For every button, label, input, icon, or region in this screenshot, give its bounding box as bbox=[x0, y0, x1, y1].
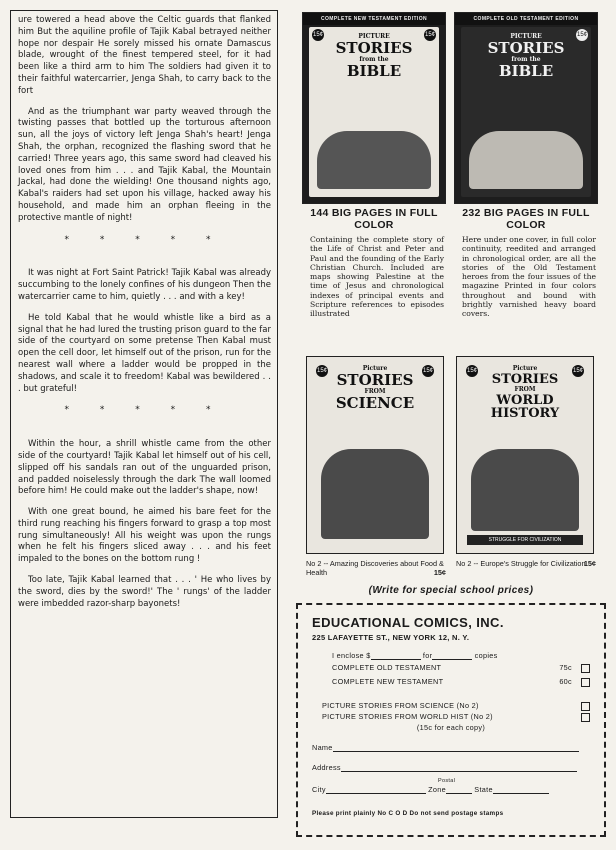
price-note: (15c for each copy) bbox=[416, 723, 486, 732]
story-paragraph: Too late, Tajik Kabal learned that . . . ' He who lives by the sword, dies by the sword!' The ' rungs' of the ladder were imbedded razor-sharp bayonets! bbox=[18, 575, 271, 609]
price-badge: 15¢ bbox=[466, 365, 478, 377]
price-badge: 15¢ bbox=[572, 365, 584, 377]
ot-heading: 232 BIG PAGES IN FULL COLOR bbox=[462, 207, 590, 231]
order-item: PICTURE STORIES FROM WORLD HIST (No 2) bbox=[322, 712, 590, 721]
section-divider: * * * * * bbox=[64, 405, 225, 416]
state-field[interactable] bbox=[493, 785, 549, 794]
cover-band: COMPLETE OLD TESTAMENT EDITION bbox=[455, 13, 597, 25]
science-caption: No 2 -- Amazing Discoveries about Food & Health 15¢ bbox=[306, 559, 446, 577]
history-checkbox[interactable] bbox=[581, 713, 590, 722]
address-line: Address bbox=[312, 763, 590, 772]
section-divider: * * * * * bbox=[64, 234, 225, 245]
coupon-footer: Please print plainly No C O D Do not send postage stamps bbox=[312, 810, 504, 817]
address-field[interactable] bbox=[341, 763, 577, 772]
story-paragraph: It was night at Fort Saint Patrick! Tajik Kabal was already succumbing to the lonely confines of his dungeon Then the watercarrier came to him, quietly . . . and with a key! bbox=[18, 268, 271, 302]
history-caption: No 2 -- Europe's Struggle for Civilization 15¢ bbox=[456, 559, 596, 568]
cover-illustration bbox=[317, 131, 431, 189]
story-paragraph: And as the triumphant war party weaved through the twisting passes that bottled up the torturous afternoon sun, all the joys of victory left Jenga Shah's heart! Jenga Shah, the orphan, recognized the flashing sword that he carried! Three years ago, this same sword had cleaved his loved ones from him . . . and Tajik Kabal, the Mountain Jackal, had done the wielding! One thousand nights ago, Kabal's raiders had set upon his village, hacked away his household, and made him an orphan fleeing in the protective mantle of night! bbox=[18, 106, 271, 223]
name-field[interactable] bbox=[333, 743, 579, 752]
world-history-cover bbox=[456, 356, 594, 554]
cover-logo: PICTURE STORIES from the BIBLE bbox=[487, 33, 565, 80]
ot-description: Here under one cover, in full color continuity, reedited and arranged in chronological order, are all the stories of the Old Testament heroes from the four issues of the magazine Printed in four colors throughout and bound with brightly varnished heavy board covers. bbox=[462, 235, 596, 319]
zone-field[interactable] bbox=[446, 785, 472, 794]
story-paragraph: Within the hour, a shrill whistle came from the other side of the courtyard! Tajik Kabal let himself out of his cell, slipped off his sandals ran out of the unguarded prison, and padded noiselessly through the dark The wall loomed before him! He could make out the ladder's shape, now! bbox=[18, 439, 271, 497]
publisher-address: 225 LAFAYETTE ST., NEW YORK 12, N. Y. bbox=[312, 633, 470, 642]
nt-description: Containing the complete story of the Life of Christ and Peter and Paul and the founding of the Early Christian Church. Included are maps showing Palestine at the time of Jesus and chronological indexes of principal events and Scripture references to episodes illustrated bbox=[310, 235, 444, 319]
old-testament-cover bbox=[454, 12, 598, 204]
price-badge: 15¢ bbox=[422, 365, 434, 377]
new-testament-checkbox[interactable] bbox=[581, 678, 590, 687]
science-cover bbox=[306, 356, 444, 554]
order-coupon bbox=[296, 603, 606, 837]
cover-logo: PICTURE STORIES from the BIBLE bbox=[335, 33, 413, 80]
story-paragraph: He told Kabal that he would whistle like a bird as a signal that he had lured the trusting prison guard to the far side of the courtyard on some pretense Then Kabal must open the cell door, let himself out of the prison, run for the nearest wall where a ladder would be propped in the shadows, and scale it to freedom! Kabal was bewildered . . . but grateful! bbox=[18, 312, 271, 394]
story-paragraph: ure towered a head above the Celtic guards that flanked him But the aquiline profile of Tajik Kabal betrayed neither hope nor despair He sorely missed his ornate Damascus blade, wrought of the finest tempered steel, for it had been like a third arm to him The soldiers had given it to their faithful watercarrier, Jenga Shah, to carry back to the fort bbox=[18, 15, 271, 96]
city-line: City Zone State bbox=[312, 785, 590, 794]
order-item: PICTURE STORIES FROM SCIENCE (No 2) bbox=[322, 701, 590, 710]
story-text-box bbox=[10, 10, 278, 818]
price-badge: 15¢ bbox=[312, 29, 324, 41]
cover-band: COMPLETE NEW TESTAMENT EDITION bbox=[303, 13, 445, 25]
cover-logo: Picture STORIES FROM WORLD HISTORY bbox=[490, 365, 560, 421]
cover-illustration bbox=[469, 131, 583, 189]
science-checkbox[interactable] bbox=[581, 702, 590, 711]
amount-field[interactable] bbox=[371, 651, 421, 660]
price-badge: 15¢ bbox=[576, 29, 588, 41]
city-field[interactable] bbox=[326, 785, 426, 794]
story-paragraph: With one great bound, he aimed his bare feet for the third rung reaching his fingers forward to grasp a top most rung simultaneously! All his weight was upon the rungs when he felt his fingers sliced away . . . and his feet impaled to the bones on the bottom rung ! bbox=[18, 507, 271, 565]
price-badge: 15¢ bbox=[424, 29, 436, 41]
order-item: COMPLETE NEW TESTAMENT 60c bbox=[332, 677, 590, 686]
cover-tagline: STRUGGLE FOR CIVILIZATION bbox=[467, 535, 583, 545]
nt-heading: 144 BIG PAGES IN FULL COLOR bbox=[310, 207, 438, 231]
price-badge: 15¢ bbox=[316, 365, 328, 377]
copies-field[interactable] bbox=[432, 651, 472, 660]
old-testament-checkbox[interactable] bbox=[581, 664, 590, 673]
cover-illustration bbox=[321, 449, 429, 539]
new-testament-cover bbox=[302, 12, 446, 204]
name-line: Name bbox=[312, 743, 590, 752]
enclose-line: I enclose $ for copies bbox=[332, 651, 498, 660]
cover-logo: Picture STORIES FROM SCIENCE bbox=[335, 365, 415, 412]
postal-label: Postal bbox=[438, 778, 456, 784]
cover-illustration bbox=[471, 449, 579, 531]
school-prices-note: (Write for special school prices) bbox=[368, 585, 534, 596]
publisher-name: EDUCATIONAL COMICS, INC. bbox=[312, 615, 504, 630]
order-item: COMPLETE OLD TESTAMENT 75c bbox=[332, 663, 590, 672]
